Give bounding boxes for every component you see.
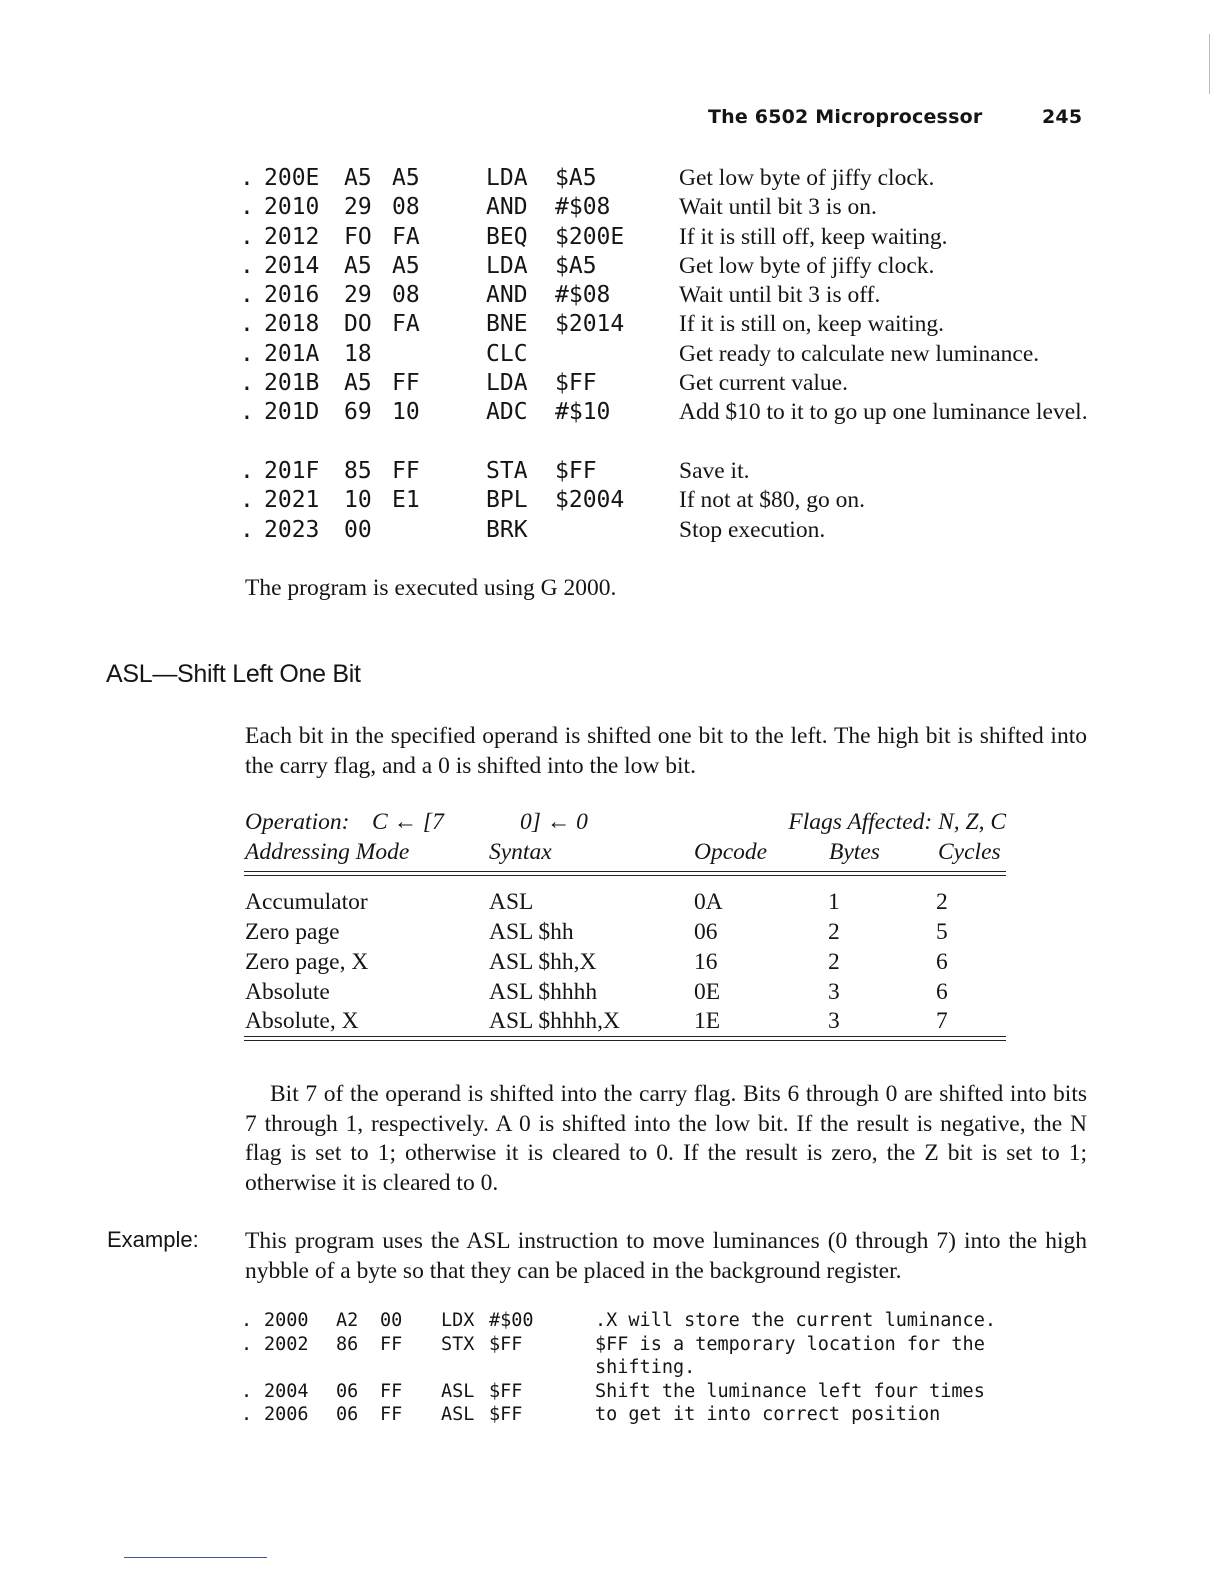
operand: $FF bbox=[489, 1380, 523, 1402]
operand: $2014 bbox=[555, 311, 625, 338]
table-header-row bbox=[244, 839, 1006, 869]
byte: FO bbox=[344, 223, 372, 250]
operand: $FF bbox=[555, 370, 597, 397]
address: 2016 bbox=[264, 282, 320, 309]
table-row bbox=[244, 979, 1006, 1009]
table-cell: 2 bbox=[828, 949, 840, 975]
byte: A5 bbox=[344, 165, 372, 191]
address: 201D bbox=[264, 399, 320, 426]
mnemonic: CLC bbox=[486, 340, 528, 367]
byte: FA bbox=[392, 311, 420, 338]
byte: FF bbox=[380, 1380, 403, 1402]
byte: FF bbox=[392, 457, 420, 484]
comment: Wait until bit 3 is off. bbox=[679, 282, 881, 309]
byte: FA bbox=[392, 223, 420, 250]
mnemonic: STA bbox=[486, 457, 528, 484]
byte: A5 bbox=[392, 252, 420, 279]
address: 2018 bbox=[264, 311, 320, 338]
line-marker: . bbox=[240, 516, 254, 543]
operand: $2004 bbox=[555, 487, 625, 514]
table-row bbox=[244, 889, 1006, 919]
comment: Wait until bit 3 is on. bbox=[679, 194, 877, 221]
byte: 10 bbox=[392, 399, 420, 426]
table-row bbox=[244, 1008, 1006, 1038]
header-cell: Cycles bbox=[938, 839, 1001, 865]
line-marker: . bbox=[240, 223, 254, 250]
table-cell: Zero page bbox=[245, 919, 340, 945]
comment: Get current value. bbox=[679, 370, 848, 397]
byte: A5 bbox=[344, 370, 372, 397]
comment: .X will store the current luminance. bbox=[595, 1310, 996, 1331]
table-cell: ASL bbox=[489, 889, 534, 915]
byte: E1 bbox=[392, 487, 420, 514]
line-marker: . bbox=[240, 252, 254, 279]
byte: 29 bbox=[344, 282, 372, 309]
operand: $FF bbox=[555, 457, 597, 484]
comment: to get it into correct position bbox=[595, 1404, 941, 1425]
line-marker: . bbox=[240, 194, 254, 221]
address: 2023 bbox=[264, 516, 320, 543]
byte: FF bbox=[392, 370, 420, 397]
mnemonic: BPL bbox=[486, 487, 528, 514]
byte: 00 bbox=[380, 1310, 403, 1331]
table-cell: 0E bbox=[694, 979, 721, 1005]
comment: Add $10 to it to go up one luminance level. bbox=[679, 399, 1088, 426]
line-marker: . bbox=[240, 311, 254, 338]
byte: 06 bbox=[336, 1380, 359, 1402]
table-cell: ASL $hh bbox=[489, 919, 574, 945]
byte: DO bbox=[344, 311, 372, 338]
comment: $FF is a temporary location for the shifting. bbox=[595, 1333, 985, 1378]
table-cell: 7 bbox=[936, 1008, 948, 1034]
operation-right: 0] ← 0 bbox=[520, 809, 588, 835]
table-row bbox=[244, 949, 1006, 979]
header-cell: Addressing Mode bbox=[245, 839, 410, 865]
address: 201B bbox=[264, 370, 320, 397]
example-label: Example: bbox=[107, 1227, 199, 1252]
byte: FF bbox=[380, 1404, 403, 1425]
example-paragraph: This program uses the ASL instruction to move luminances (0 through 7) into the high nybble of a byte so that they can be placed in the background register. bbox=[245, 1228, 1087, 1284]
table-cell: Absolute, X bbox=[245, 1008, 359, 1034]
header-cell: Syntax bbox=[489, 839, 552, 865]
address: 2004 bbox=[264, 1380, 309, 1402]
table-cell: 06 bbox=[694, 919, 718, 945]
operand: $FF bbox=[489, 1404, 523, 1425]
table-rule-bottom bbox=[244, 1036, 1006, 1041]
address: 2014 bbox=[264, 252, 320, 279]
mnemonic: AND bbox=[486, 194, 528, 221]
operand: #$08 bbox=[555, 282, 611, 309]
mnemonic: LDA bbox=[486, 370, 528, 397]
operation-label: Operation: bbox=[245, 809, 350, 835]
address: 201F bbox=[264, 457, 320, 484]
running-header-title: The 6502 Microprocessor bbox=[708, 106, 983, 128]
byte: A2 bbox=[336, 1310, 359, 1331]
mnemonic: BRK bbox=[486, 516, 528, 543]
line-marker: . bbox=[241, 1380, 253, 1402]
run-note: The program is executed using G 2000. bbox=[245, 575, 617, 601]
line-marker: . bbox=[241, 1310, 253, 1331]
table-cell: ASL $hhhh,X bbox=[489, 1008, 620, 1034]
mnemonic: LDA bbox=[486, 165, 528, 191]
byte: A5 bbox=[344, 252, 372, 279]
table-cell: 3 bbox=[828, 979, 840, 1005]
byte: 85 bbox=[344, 457, 372, 484]
body-paragraph: Bit 7 of the operand is shifted into the carry flag. Bits 6 through 0 are shifted into bits 7 through 1, respectively. A 0 is shifted into the low bit. If the result is negative, the N flag is set to 1; otherwise it is cleared to 0. If the result is zero, the Z bit is set to 1; otherwise it is cleared to 0. bbox=[245, 1081, 1087, 1196]
line-marker: . bbox=[240, 340, 254, 367]
line-marker: . bbox=[240, 399, 254, 426]
mnemonic: ADC bbox=[486, 399, 528, 426]
mnemonic: AND bbox=[486, 282, 528, 309]
comment: If it is still on, keep waiting. bbox=[679, 311, 944, 338]
table-cell: ASL $hh,X bbox=[489, 949, 597, 975]
page-edge-mark bbox=[1209, 34, 1210, 94]
mnemonic: LDX bbox=[441, 1310, 475, 1331]
mnemonic: STX bbox=[441, 1333, 475, 1355]
byte: 06 bbox=[336, 1404, 359, 1425]
operand: #$10 bbox=[555, 399, 611, 426]
address: 201A bbox=[264, 340, 320, 367]
operand: #$00 bbox=[489, 1310, 534, 1331]
table-cell: Zero page, X bbox=[245, 949, 369, 975]
comment: Get ready to calculate new luminance. bbox=[679, 340, 1040, 367]
address: 2021 bbox=[264, 487, 320, 514]
byte: 10 bbox=[344, 487, 372, 514]
byte: 29 bbox=[344, 194, 372, 221]
footer-rule bbox=[124, 1557, 267, 1558]
comment: If not at $80, go on. bbox=[679, 487, 866, 514]
table-cell: 3 bbox=[828, 1008, 840, 1034]
table-row bbox=[244, 919, 1006, 949]
table-cell: 1E bbox=[694, 1008, 721, 1034]
page-number: 245 bbox=[1042, 106, 1083, 128]
mnemonic: LDA bbox=[486, 252, 528, 279]
line-marker: . bbox=[240, 282, 254, 309]
table-cell: 2 bbox=[936, 889, 948, 915]
comment: Get low byte of jiffy clock. bbox=[679, 252, 935, 279]
comment: If it is still off, keep waiting. bbox=[679, 223, 948, 250]
table-cell: Absolute bbox=[245, 979, 330, 1005]
section-heading: ASL—Shift Left One Bit bbox=[106, 660, 361, 688]
header-cell: Bytes bbox=[829, 839, 880, 865]
operand: $A5 bbox=[555, 165, 597, 191]
address: 2012 bbox=[264, 223, 320, 250]
table-cell: 5 bbox=[936, 919, 948, 945]
table-cell: 1 bbox=[828, 889, 840, 915]
table-cell: 0A bbox=[694, 889, 723, 915]
line-marker: . bbox=[241, 1404, 253, 1425]
operand: $A5 bbox=[555, 252, 597, 279]
operand: $200E bbox=[555, 223, 625, 250]
operand: $FF bbox=[489, 1333, 523, 1355]
byte: 08 bbox=[392, 194, 420, 221]
line-marker: . bbox=[240, 487, 254, 514]
comment: Get low byte of jiffy clock. bbox=[679, 165, 935, 191]
table-cell: 6 bbox=[936, 979, 948, 1005]
comment: Stop execution. bbox=[679, 516, 826, 543]
table-cell: 2 bbox=[828, 919, 840, 945]
mnemonic: ASL bbox=[441, 1380, 475, 1402]
address: 2010 bbox=[264, 194, 320, 221]
byte: 00 bbox=[344, 516, 372, 543]
line-marker: . bbox=[240, 457, 254, 484]
table-cell: ASL $hhhh bbox=[489, 979, 598, 1005]
mnemonic: ASL bbox=[441, 1404, 475, 1425]
operand: #$08 bbox=[555, 194, 611, 221]
table-cell: 16 bbox=[694, 949, 718, 975]
mnemonic: BNE bbox=[486, 311, 528, 338]
address: 2002 bbox=[264, 1333, 309, 1355]
operation-left: C ← [7 bbox=[372, 809, 444, 835]
comment: Save it. bbox=[679, 457, 750, 484]
comment: Shift the luminance left four times bbox=[595, 1380, 985, 1402]
line-marker: . bbox=[240, 165, 254, 191]
mnemonic: BEQ bbox=[486, 223, 528, 250]
byte: A5 bbox=[392, 165, 420, 191]
byte: 69 bbox=[344, 399, 372, 426]
address: 2000 bbox=[264, 1310, 309, 1331]
table-rule-top bbox=[244, 871, 1006, 876]
byte: 18 bbox=[344, 340, 372, 367]
byte: FF bbox=[380, 1333, 403, 1355]
line-marker: . bbox=[240, 370, 254, 397]
table-cell: Accumulator bbox=[245, 889, 368, 915]
byte: 86 bbox=[336, 1333, 359, 1355]
byte: 08 bbox=[392, 282, 420, 309]
header-cell: Opcode bbox=[694, 839, 768, 865]
table-cell: 6 bbox=[936, 949, 948, 975]
address: 2006 bbox=[264, 1404, 309, 1425]
address: 200E bbox=[264, 165, 320, 191]
intro-paragraph: Each bit in the specified operand is shifted one bit to the left. The high bit is shifted into the carry flag, and a 0 is shifted into the low bit. bbox=[245, 723, 1087, 779]
flags-affected: Flags Affected: N, Z, C bbox=[788, 809, 1006, 835]
line-marker: . bbox=[241, 1333, 253, 1355]
